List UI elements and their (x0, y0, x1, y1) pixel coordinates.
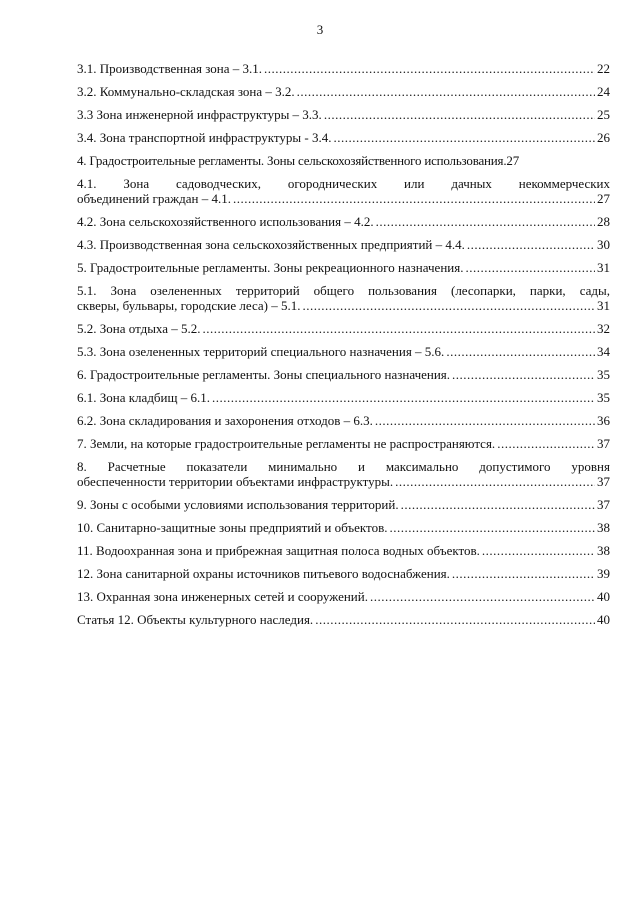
toc-entry-page: 40 (597, 589, 610, 604)
toc-entry-page: 26 (597, 130, 610, 145)
toc-entry-title: скверы, бульвары, городские леса) – 5.1. (77, 298, 301, 313)
toc-entry-title: 3.3 Зона инженерной инфраструктуры – 3.3. (77, 107, 322, 122)
toc-entry[interactable] (77, 321, 610, 336)
toc-entry-title-line1: 8. Расчетные показатели минимально и максимально допустимого уровня (77, 459, 610, 474)
toc-leader (303, 298, 595, 313)
toc-entry-page: 24 (597, 84, 610, 99)
toc-leader (376, 214, 595, 229)
toc-entry-page: 35 (597, 367, 610, 382)
toc-entry-title: 4.2. Зона сельскохозяйственного использования – 4.2. (77, 214, 374, 229)
toc-leader (375, 413, 595, 428)
toc-entry[interactable] (77, 436, 610, 451)
toc-leader (233, 191, 595, 206)
toc-entry[interactable] (77, 130, 610, 145)
toc-entry[interactable] (77, 107, 610, 122)
toc-leader (333, 130, 595, 145)
toc-entry-title: 11. Водоохранная зона и прибрежная защитная полоса водных объектов. (77, 543, 480, 558)
toc-entry-title: 3.2. Коммунально-складская зона – 3.2. (77, 84, 295, 99)
toc-entry-title: 5.2. Зона отдыха – 5.2. (77, 321, 201, 336)
toc-entry-page: 30 (597, 237, 610, 252)
toc-entry[interactable] (77, 237, 610, 252)
toc-entry-title: 3.1. Производственная зона – 3.1. (77, 61, 263, 76)
toc-entry[interactable] (77, 543, 610, 558)
table-of-contents (77, 61, 610, 635)
toc-entry[interactable] (77, 413, 610, 428)
toc-leader (467, 237, 595, 252)
toc-leader (264, 61, 595, 76)
toc-entry-page: 28 (597, 214, 610, 229)
toc-entry-title: обеспеченности территории объектами инфраструктуры. (77, 474, 394, 489)
toc-entry-page: 31 (597, 298, 610, 313)
toc-leader (212, 390, 595, 405)
toc-entry-page: 25 (597, 107, 610, 122)
toc-leader (497, 436, 595, 451)
toc-entry-title: 6. Градостроительные регламенты. Зоны специального назначения. (77, 367, 451, 382)
toc-entry-title: Статья 12. Объекты культурного наследия. (77, 612, 314, 627)
toc-entry-title: 4.3. Производственная зона сельскохозяйственных предприятий – 4.4. (77, 237, 465, 252)
toc-entry-title: 9. Зоны с особыми условиями использования территорий. (77, 497, 399, 512)
toc-entry[interactable] (77, 589, 610, 604)
toc-entry-page: 32 (597, 321, 610, 336)
toc-leader (482, 543, 595, 558)
toc-entry-page: 37 (597, 436, 610, 451)
toc-leader (324, 107, 595, 122)
toc-leader (297, 84, 595, 99)
toc-leader (452, 367, 595, 382)
toc-entry-title: 6.2. Зона складирования и захоронения отходов – 6.3. (77, 413, 373, 428)
toc-entry-page: 34 (597, 344, 610, 359)
toc-entry[interactable] (77, 497, 610, 512)
page-number: 3 (316, 22, 324, 37)
toc-entry-title: 5. Градостроительные регламенты. Зоны рекреационного назначения. (77, 260, 464, 275)
toc-entry-title: 13. Охранная зона инженерных сетей и сооружений. (77, 589, 368, 604)
toc-entry-title: 10. Санитарно-защитные зоны предприятий и объектов. (77, 520, 388, 535)
toc-entry-page: 22 (597, 61, 610, 76)
toc-entry-page: 36 (597, 413, 610, 428)
toc-entry-page: 39 (597, 566, 610, 581)
toc-entry-page: 40 (597, 612, 610, 627)
toc-entry[interactable] (77, 566, 610, 581)
toc-entry[interactable] (77, 520, 610, 535)
toc-entry[interactable] (77, 344, 610, 359)
toc-leader (465, 260, 595, 275)
toc-leader (401, 497, 595, 512)
toc-entry[interactable] (77, 612, 610, 627)
toc-entry[interactable] (77, 390, 610, 405)
toc-leader (370, 589, 595, 604)
toc-entry-page: 27 (597, 191, 610, 206)
toc-entry-title: 3.4. Зона транспортной инфраструктуры - 3.4. (77, 130, 332, 145)
toc-leader (452, 566, 595, 581)
toc-entry-page: 38 (597, 543, 610, 558)
toc-entry-page: 35 (597, 390, 610, 405)
toc-entry-title: 5.3. Зона озелененных территорий специального назначения – 5.6. (77, 344, 445, 359)
toc-entry-title-line1: 5.1. Зона озелененных территорий общего пользования (лесопарки, парки, сады, (77, 283, 610, 298)
toc-entry-page: 38 (597, 520, 610, 535)
toc-leader (389, 520, 595, 535)
toc-entry[interactable] (77, 153, 610, 168)
toc-leader (446, 344, 595, 359)
toc-entry[interactable] (77, 367, 610, 382)
toc-entry[interactable] (77, 84, 610, 99)
toc-entry[interactable] (77, 459, 610, 489)
toc-entry-page: 31 (597, 260, 610, 275)
toc-leader (203, 321, 595, 336)
toc-leader (395, 474, 595, 489)
toc-entry-title: 7. Земли, на которые градостроительные регламенты не распространяются. (77, 436, 496, 451)
toc-entry[interactable] (77, 283, 610, 313)
toc-entry-title-line1: 4.1. Зона садоводческих, огороднических или дачных некоммерческих (77, 176, 610, 191)
toc-entry-page: 27 (506, 153, 519, 168)
toc-entry-page: 37 (597, 497, 610, 512)
toc-entry[interactable] (77, 260, 610, 275)
toc-entry[interactable] (77, 61, 610, 76)
toc-entry-title: 6.1. Зона кладбищ – 6.1. (77, 390, 211, 405)
toc-entry-title: 12. Зона санитарной охраны источников питьевого водоснабжения. (77, 566, 450, 581)
toc-entry-title: 4. Градостроительные регламенты. Зоны сельскохозяйственного использования. (77, 153, 507, 168)
toc-entry[interactable] (77, 214, 610, 229)
toc-entry-title: объединений граждан – 4.1. (77, 191, 231, 206)
toc-leader (315, 612, 595, 627)
toc-entry-page: 37 (597, 474, 610, 489)
toc-entry[interactable] (77, 176, 610, 206)
